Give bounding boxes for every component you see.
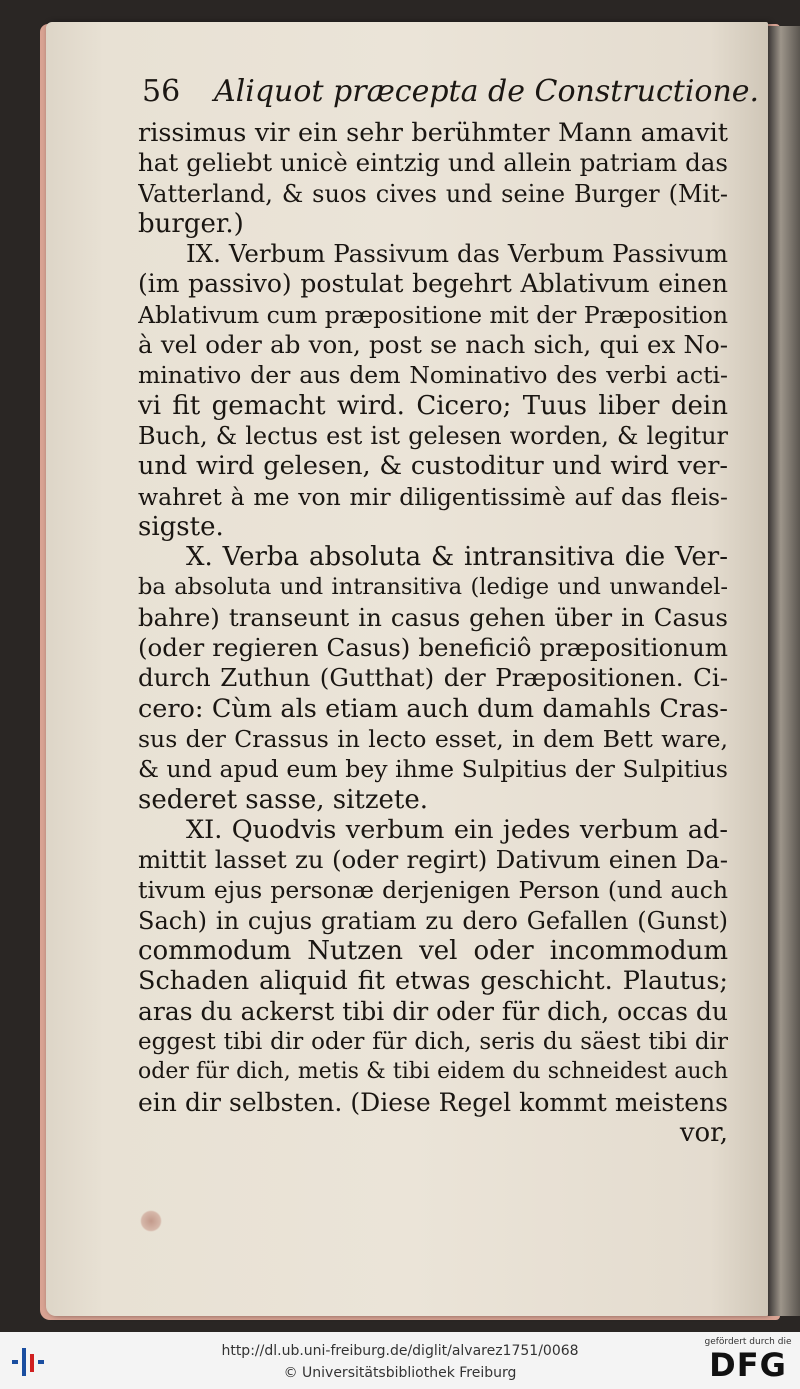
- dfg-logo: [702, 1336, 794, 1386]
- text-line: hat geliebt unicè eintzig und allein patriam das: [138, 148, 728, 178]
- text-line: mittit lasset zu (oder regirt) Dativum einen Da-: [138, 845, 728, 875]
- text-line: Buch, & lectus est ist gelesen worden, & legitur: [138, 421, 728, 450]
- text-line: durch Zuthun (Gutthat) der Præpositionen. Ci-: [138, 663, 728, 693]
- copyright-text: © Universitätsbibliothek Freiburg: [283, 1365, 517, 1381]
- text-line: IX. Verbum Passivum das Verbum Passivum: [186, 239, 728, 269]
- text-line: minativo der aus dem Nominativo des verbi acti-: [138, 361, 728, 390]
- text-line: ba absoluta und intransitiva (ledige und unwandel-: [138, 574, 728, 601]
- text-line: Ablativum cum præpositione mit der Præposition: [138, 300, 728, 329]
- text-line: rissimus vir ein sehr berühmter Mann amavit: [138, 118, 728, 148]
- catchword: vor,: [679, 1117, 728, 1148]
- text-line: und wird gelesen, & custoditur und wird ver-: [138, 451, 728, 482]
- text-line: wahret à me von mir diligentissimè auf das fleis-: [138, 482, 728, 511]
- text-line: ein dir selbsten. (Diese Regel kommt meistens: [138, 1087, 728, 1117]
- text-line: XI. Quodvis verbum ein jedes verbum ad-: [186, 814, 728, 845]
- text-line: cero: Cùm als etiam auch dum damahls Cras-: [138, 693, 728, 724]
- text-line: vi fit gemacht wird. Cicero; Tuus liber dein: [138, 390, 728, 421]
- text-line: sus der Crassus in lecto esset, in dem Bett ware,: [138, 724, 728, 753]
- text-line: sigste.: [138, 511, 224, 542]
- text-line: burger.): [138, 208, 244, 239]
- running-head: [142, 72, 760, 112]
- next-page-edge: [768, 26, 800, 1316]
- running-head-title: Aliquot præcepta de Constructione.: [214, 74, 760, 109]
- paper-stain: [140, 1210, 162, 1232]
- body-text: [138, 118, 728, 1148]
- text-line: Sach) in cujus gratiam zu dero Gefallen (Gunst): [138, 906, 728, 935]
- text-line: & und apud eum bey ihme Sulpitius der Sulpitius: [138, 755, 728, 784]
- text-line: aras du ackerst tibi dir oder für dich, occas du: [138, 996, 728, 1026]
- footer-bar: [0, 1332, 800, 1389]
- text-line: Vatterland, & suos cives und seine Burger (Mit-: [138, 179, 728, 208]
- dfg-funding-text: gefördert durch die: [704, 1337, 792, 1347]
- source-link[interactable]: http://dl.ub.uni-freiburg.de/diglit/alvarez1751/0068: [221, 1343, 579, 1359]
- text-line: commodum Nutzen vel oder incommodum: [138, 936, 728, 967]
- text-line: X. Verba absoluta & intransitiva die Ver-: [186, 542, 728, 573]
- text-line: Schaden aliquid fit etwas geschicht. Plautus;: [138, 966, 728, 997]
- text-line: à vel oder ab von, post se nach sich, qui ex No-: [138, 330, 728, 360]
- text-line: eggest tibi dir oder für dich, seris du säest tibi dir: [138, 1028, 728, 1055]
- page-number: 56: [142, 74, 181, 109]
- text-line: (oder regieren Casus) beneficiô præpositionum: [138, 633, 728, 663]
- text-line: bahre) transeunt in casus gehen über in Casus: [138, 602, 728, 632]
- dfg-logo-text: DFG: [709, 1346, 787, 1384]
- text-line: oder für dich, metis & tibi eidem du schneidest auch: [138, 1059, 728, 1085]
- text-line: (im passivo) postulat begehrt Ablativum einen: [138, 269, 728, 299]
- text-line: tivum ejus personæ derjenigen Person (und auch: [138, 876, 728, 905]
- text-line: sederet sasse, sitzete.: [138, 784, 429, 815]
